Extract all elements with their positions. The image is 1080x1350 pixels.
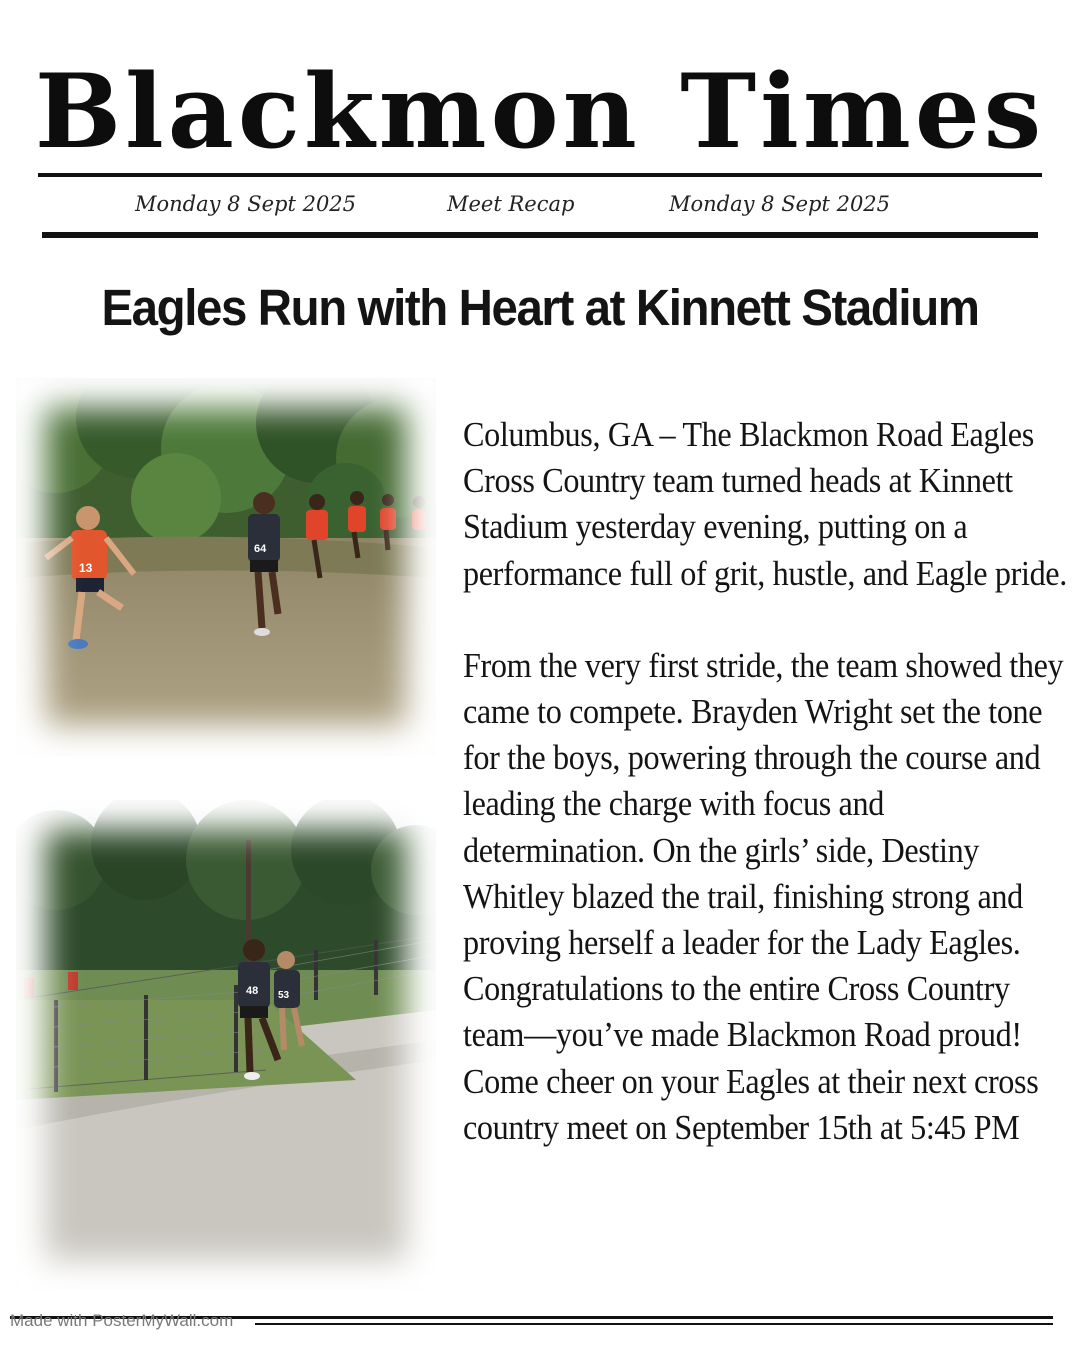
bib-53: 53 xyxy=(278,990,290,1001)
bib-48: 48 xyxy=(246,985,259,997)
dateline-left: Monday 8 Sept 2025 xyxy=(135,192,357,216)
runners-photo-2 xyxy=(16,800,436,1290)
watermark-text: Made with PosterMyWall.com xyxy=(10,1311,234,1330)
article-body xyxy=(463,412,1070,1151)
dateline-section: Meet Recap xyxy=(447,192,575,216)
article-paragraph-2: From the very first stride, the team showed they came to compete. Brayden Wright set the tone for the boys, powering through the course and leading the charge with focus and determination. On the girls’ side, Destiny Whitley blazed the trail, finishing strong and proving herself a leader for the Lady Eagles. Congratulations to the entire Cross Country team—you’ve made Blackmon Road proud! Come cheer on your Eagles at their next cross country meet on September 15th at 5:45 PM xyxy=(463,645,1064,1147)
masthead-top-rule xyxy=(38,173,1042,177)
bib-64: 64 xyxy=(254,543,267,555)
masthead-bottom-rule xyxy=(42,232,1038,238)
article-paragraph-1: Columbus, GA – The Blackmon Road Eagles Cross Country team turned heads at Kinnett Stadium yesterday evening, putting on a performance full of grit, hustle, and Eagle pride. xyxy=(463,415,1067,593)
bib-13: 13 xyxy=(79,561,93,575)
article-headline: Eagles Run with Heart at Kinnett Stadium xyxy=(101,279,979,336)
dateline-right: Monday 8 Sept 2025 xyxy=(669,192,891,216)
runners-photo-1 xyxy=(16,378,436,756)
footer-rule-secondary xyxy=(255,1323,1053,1325)
masthead-title: Blackmon Times xyxy=(34,52,1046,172)
